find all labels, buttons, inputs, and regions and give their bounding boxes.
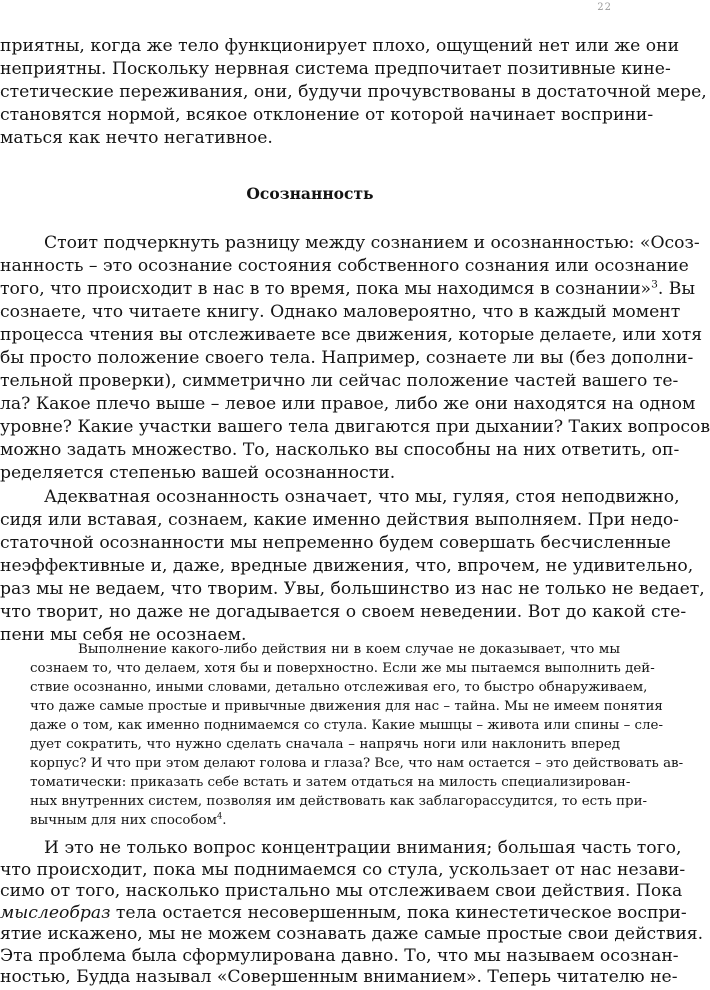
text-line: нанность – это осознание состояния собственного сознания или осознание <box>0 256 689 276</box>
italic-term: мыслеобраз <box>0 902 111 923</box>
quote-line-footnote <box>30 811 620 830</box>
text-line: приятны, когда же тело функционирует плохо, ощущений нет или же они <box>0 36 680 56</box>
text-line: тельной проверки), симметрично ли сейчас положение частей вашего те- <box>0 371 679 391</box>
text-line-italic <box>0 902 687 924</box>
text-line: что творит, но даже не догадывается о своем неведении. Вот до какой сте- <box>0 602 687 622</box>
quote-line: дует сократить, что нужно сделать сначала – напрячь ноги или наклонить вперед <box>30 737 620 752</box>
text-line: бы просто положение своего тела. Например, сознаете ли вы (без дополни- <box>0 348 694 368</box>
quote-line: Выполнение какого-либо действия ни в коем случае не доказывает, что мы <box>78 642 620 657</box>
page-number: 22 <box>597 2 612 13</box>
text-line: маться как нечто негативное. <box>0 128 273 148</box>
quote-line: ных внутренних систем, позволяя им действовать как заблагорассудится, то есть при- <box>30 794 648 809</box>
quote-line: ствие осознанно, иными словами, детально отслеживая его, то быстро обнаруживаем, <box>30 680 648 695</box>
text-line: уровне? Какие участки вашего тела двигаются при дыхании? Таких вопросов <box>0 417 710 437</box>
text-line: Адекватная осознанность означает, что мы, гуляя, стоя неподвижно, <box>44 487 680 507</box>
text-line: И это не только вопрос концентрации внимания; большая часть того, <box>44 838 682 858</box>
text-line: неприятны. Поскольку нервная система предпочитает позитивные кине- <box>0 59 671 79</box>
text-fragment: . Вы <box>657 279 696 299</box>
text-line: ятие искажено, мы не можем сознавать даже самые простые свои действия. <box>0 924 704 944</box>
text-fragment: . <box>222 813 227 828</box>
text-line: сознаете, что читаете книгу. Однако маловероятно, что в каждый момент <box>0 302 681 322</box>
quote-line: что даже самые простые и привычные движения для нас – тайна. Мы не имеем понятия <box>30 699 663 714</box>
text-line: неэффективные и, даже, вредные движения, что, впрочем, не удивительно, <box>0 556 694 576</box>
text-line: сидя или вставая, сознаем, какие именно действия выполняем. При недо- <box>0 510 679 530</box>
text-line: симо от того, насколько пристально мы отслеживаем свои действия. Пока <box>0 881 683 901</box>
text-line: пени мы себя не осознаем. <box>0 625 247 645</box>
text-line-footnote <box>0 277 696 300</box>
text-line: процесса чтения вы отслеживаете все движения, которые делаете, или хотя <box>0 325 703 345</box>
quote-line: сознаем то, что делаем, хотя бы и поверхностно. Если же мы пытаемся выполнить дей- <box>30 661 655 676</box>
section-heading: Осознанность <box>246 184 374 203</box>
quote-line: корпус? И что при этом делают голова и глаза? Все, что нам остается – это действовать ав- <box>30 756 684 771</box>
text-fragment: тела остается несовершенным, пока кинестетическое воспри- <box>110 902 687 923</box>
text-line: Стоит подчеркнуть разницу между сознанием и осознанностью: «Осоз- <box>44 233 700 253</box>
text-line: стетические переживания, они, будучи прочувствованы в достаточной мере, <box>0 82 707 102</box>
text-line: ределяется степенью вашей осознанности. <box>0 463 396 483</box>
quote-line: даже о том, как именно поднимаемся со стула. Какие мышцы – живота или спины – сле- <box>30 718 664 733</box>
text-fragment: вычным для них способом <box>30 813 218 828</box>
text-fragment: того, что происходит в нас в то время, пока мы находимся в сознании» <box>0 279 652 299</box>
quote-line: томатически: приказать себе встать и затем отдаться на милость специализирован- <box>30 775 631 790</box>
text-line: что происходит, пока мы поднимаемся со стула, ускользает от нас незави- <box>0 859 686 880</box>
footnote-ref: 3 <box>651 277 658 291</box>
text-line: можно задать множество. То, насколько вы способны на них ответить, оп- <box>0 440 680 460</box>
text-line: ностью, Будда называл «Совершенным вниманием». Теперь читателю не- <box>0 967 678 987</box>
text-line: ла? Какое плечо выше – левое или правое, либо же они находятся на одном <box>0 394 696 414</box>
text-line: Эта проблема была сформулирована давно. То, что мы называем осознан- <box>0 945 679 966</box>
footnote-ref: 4 <box>217 810 223 821</box>
text-line: статочной осознанности мы непременно будем совершать бесчисленные <box>0 533 671 553</box>
text-line: становятся нормой, всякое отклонение от которой начинает восприни- <box>0 105 654 125</box>
text-line: раз мы не ведаем, что творим. Увы, большинство из нас не только не ведает, <box>0 579 705 599</box>
